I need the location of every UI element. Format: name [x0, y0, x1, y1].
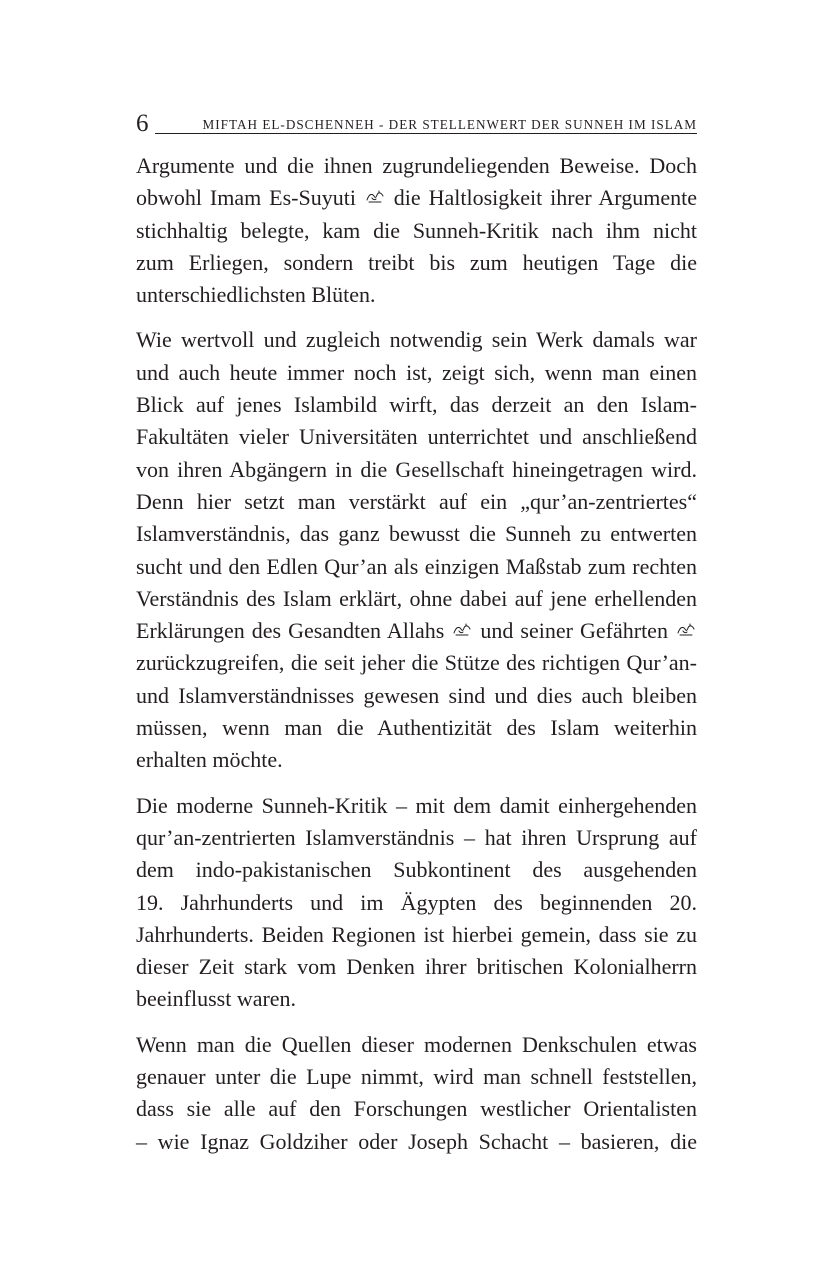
running-title: MIFTAH EL-DSCHENNEH - DER STELLENWERT DER SUNNEH IM ISLAM — [202, 117, 697, 132]
text-line: und Islamverständnisses gewesen sind und dies auch bleiben — [136, 682, 697, 708]
text-segment: obwohl Imam Es-Suyuti — [136, 185, 364, 211]
text-line: zum Erliegen, sondern treibt bis zum heutigen Tage die — [136, 249, 697, 275]
text-segment: die Haltlosigkeit ihrer Argumente — [385, 185, 697, 211]
text-line: beeinflusst waren. — [136, 986, 297, 1012]
text-line: erhalten möchte. — [136, 747, 283, 773]
text-line: Die moderne Sunneh-Kritik – mit dem damit einhergehenden — [136, 792, 697, 818]
text-line — [136, 615, 697, 647]
header-rule — [155, 133, 697, 134]
body-text — [136, 150, 697, 1171]
text-line: zurückzugreifen, die seit jeher die Stütze des richtigen Qur’an- — [136, 650, 697, 676]
running-header — [136, 112, 697, 136]
paragraph — [136, 150, 697, 311]
text-line: sucht und den Edlen Qur’an als einzigen Maßstab zum rechten — [136, 553, 697, 579]
text-line: Blick auf jenes Islambild wirft, das derzeit an den Islam- — [136, 392, 697, 418]
text-line: 19. Jahrhunderts und im Ägypten des beginnenden 20. — [136, 889, 697, 915]
paragraph — [136, 324, 697, 776]
text-line: Verständnis des Islam erklärt, ohne dabei auf jene erhellenden — [136, 585, 697, 611]
honorific-glyph-icon — [677, 623, 695, 637]
text-line — [136, 182, 697, 214]
text-line: dem indo-pakistanischen Subkontinent des ausgehenden — [136, 857, 697, 883]
text-line: müssen, wenn man die Authentizität des Islam weiterhin — [136, 715, 697, 741]
text-line: qur’an-zentrierten Islamverständnis – hat ihren Ursprung auf — [136, 824, 697, 850]
text-segment: Erklärungen des Gesandten Allahs — [136, 618, 452, 644]
text-line: dieser Zeit stark vom Denken ihrer britischen Kolonialherrn — [136, 954, 697, 980]
text-line: Wie wertvoll und zugleich notwendig sein Werk damals war — [136, 327, 697, 353]
paragraph — [136, 1029, 697, 1158]
text-line: Wenn man die Quellen dieser modernen Denkschulen etwas — [136, 1031, 697, 1057]
text-line: – wie Ignaz Goldziher oder Joseph Schacht – basieren, die — [136, 1128, 697, 1154]
text-line: von ihren Abgängern in die Gesellschaft hineingetragen wird. — [136, 456, 697, 482]
page-number: 6 — [136, 110, 149, 137]
text-line: Islamverständnis, das ganz bewusst die Sunneh zu entwerten — [136, 521, 697, 547]
text-line: Denn hier setzt man verstärkt auf ein „qur’an-zentriertes“ — [136, 488, 697, 514]
text-line: stichhaltig belegte, kam die Sunneh-Kritik nach ihm nicht — [136, 217, 697, 243]
text-line: Jahrhunderts. Beiden Regionen ist hierbei gemein, dass sie zu — [136, 921, 697, 947]
paragraph — [136, 790, 697, 1016]
honorific-glyph-icon — [366, 190, 384, 204]
text-line: und auch heute immer noch ist, zeigt sich, wenn man einen — [136, 359, 697, 385]
honorific-glyph-icon — [453, 623, 471, 637]
text-line: Fakultäten vieler Universitäten unterrichtet und anschließend — [136, 424, 697, 450]
text-line: genauer unter die Lupe nimmt, wird man schnell feststellen, — [136, 1064, 697, 1090]
text-line: dass sie alle auf den Forschungen westlicher Orientalisten — [136, 1096, 697, 1122]
text-line: Argumente und die ihnen zugrundeliegenden Beweise. Doch — [136, 153, 697, 178]
text-line: unterschiedlichsten Blüten. — [136, 282, 376, 308]
text-segment: und seiner Gefährten — [473, 618, 675, 644]
